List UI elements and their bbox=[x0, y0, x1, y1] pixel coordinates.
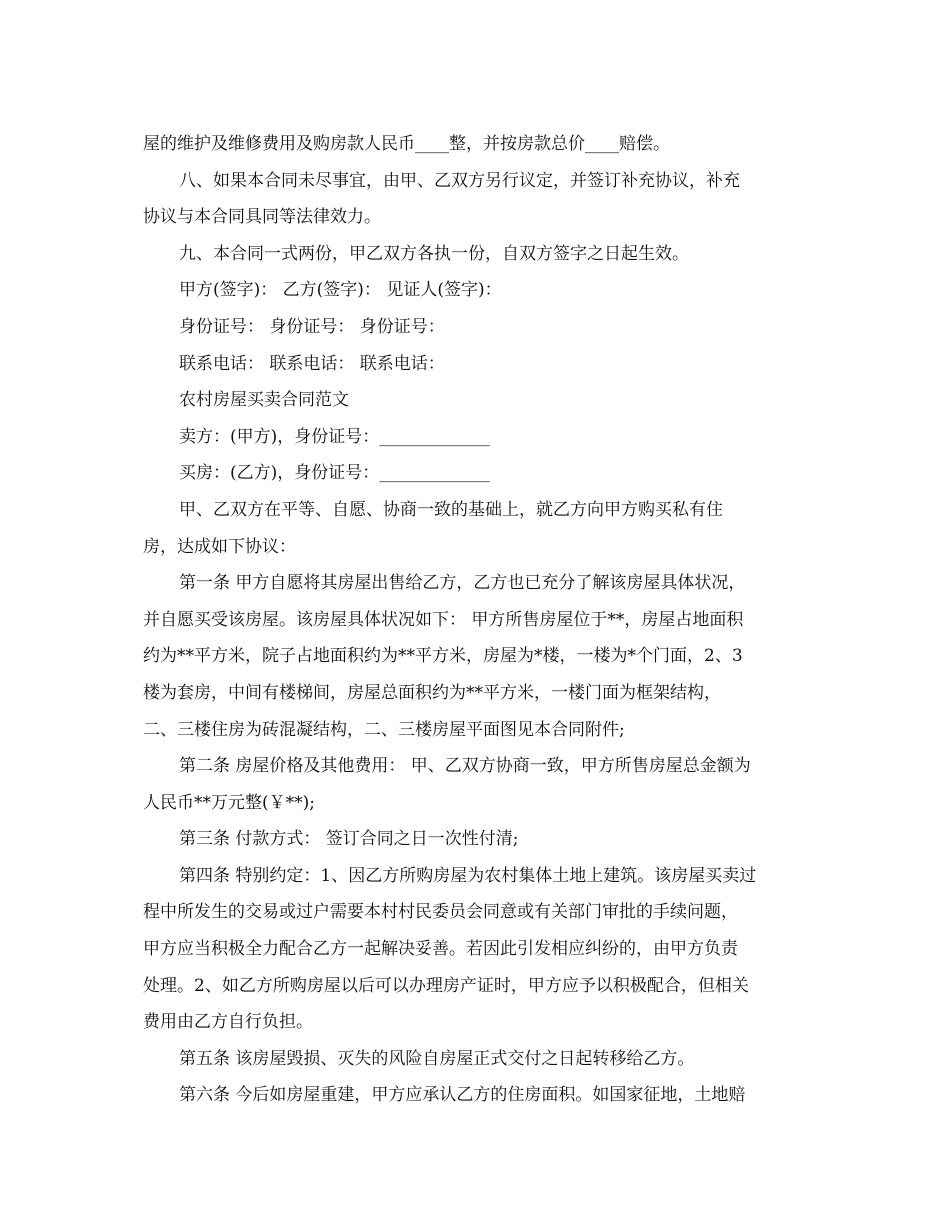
text-line: 二、三楼住房为砖混凝结构，二、三楼房屋平面图见本合同附件; bbox=[143, 719, 625, 740]
section-title: 农村房屋买卖合同范文 bbox=[179, 390, 349, 411]
text-line: 房，达成如下协议： bbox=[143, 536, 296, 557]
id-number-line: 身份证号： 身份证号： 身份证号： bbox=[179, 316, 445, 337]
buyer-line: 买房：(乙方)，身份证号：_____________ bbox=[179, 463, 490, 484]
text-line: 并自愿买受该房屋。该房屋具体状况如下： 甲方所售房屋位于**，房屋占地面积 bbox=[143, 609, 744, 630]
article-6-line: 第六条 今后如房屋重建，甲方应承认乙方的住房面积。如国家征地，土地赔 bbox=[179, 1085, 746, 1106]
text-line: 楼为套房，中间有楼梯间，房屋总面积约为**平方米，一楼门面为框架结构， bbox=[143, 682, 721, 703]
signature-line: 甲方(签字)： 乙方(签字)： 见证人(签字)： bbox=[179, 280, 502, 301]
article-5-line: 第五条 该房屋毁损、灭失的风险自房屋正式交付之日起转移给乙方。 bbox=[179, 1048, 695, 1069]
text-line: 九、本合同一式两份，甲乙双方各执一份，自双方签字之日起生效。 bbox=[179, 243, 689, 264]
text-line: 人民币**万元整(￥**); bbox=[143, 792, 315, 813]
text-line: 程中所发生的交易或过户需要本村村民委员会同意或有关部门审批的手续问题， bbox=[143, 902, 738, 923]
article-3-line: 第三条 付款方式： 签订合同之日一次性付清; bbox=[179, 829, 519, 850]
text-line: 处理。2、如乙方所购房屋以后可以办理房产证时，甲方应予以积极配合，但相关 bbox=[143, 975, 749, 996]
text-line: 甲、乙双方在平等、自愿、协商一致的基础上，就乙方向甲方购买私有住 bbox=[179, 499, 723, 520]
text-line: 协议与本合同具同等法律效力。 bbox=[143, 207, 381, 228]
seller-line: 卖方：(甲方)，身份证号：_____________ bbox=[179, 426, 490, 447]
article-4-line: 第四条 特别约定：1、因乙方所购房屋为农村集体土地上建筑。该房屋买卖过 bbox=[179, 865, 757, 886]
text-line: 甲方应当积极全力配合乙方一起解决妥善。若因此引发相应纠纷的，由甲方负责 bbox=[143, 939, 738, 960]
phone-line: 联系电话： 联系电话： 联系电话： bbox=[179, 353, 445, 374]
text-line: 八、如果本合同未尽事宜，由甲、乙双方另行议定，并签订补充协议，补充 bbox=[179, 170, 740, 191]
article-2-line: 第二条 房屋价格及其他费用： 甲、乙双方协商一致，甲方所售房屋总金额为 bbox=[179, 756, 751, 777]
text-line: 约为**平方米，院子占地面积约为**平方米，房屋为*楼，一楼为*个门面，2、3 bbox=[143, 646, 743, 667]
article-1-line: 第一条 甲方自愿将其房屋出售给乙方，乙方也已充分了解该房屋具体状况， bbox=[179, 573, 746, 594]
text-line: 屋的维护及维修费用及购房款人民币____整，并按房款总价____赔偿。 bbox=[143, 134, 670, 154]
text-line: 费用由乙方自行负担。 bbox=[143, 1012, 313, 1033]
document-body bbox=[143, 126, 813, 1114]
